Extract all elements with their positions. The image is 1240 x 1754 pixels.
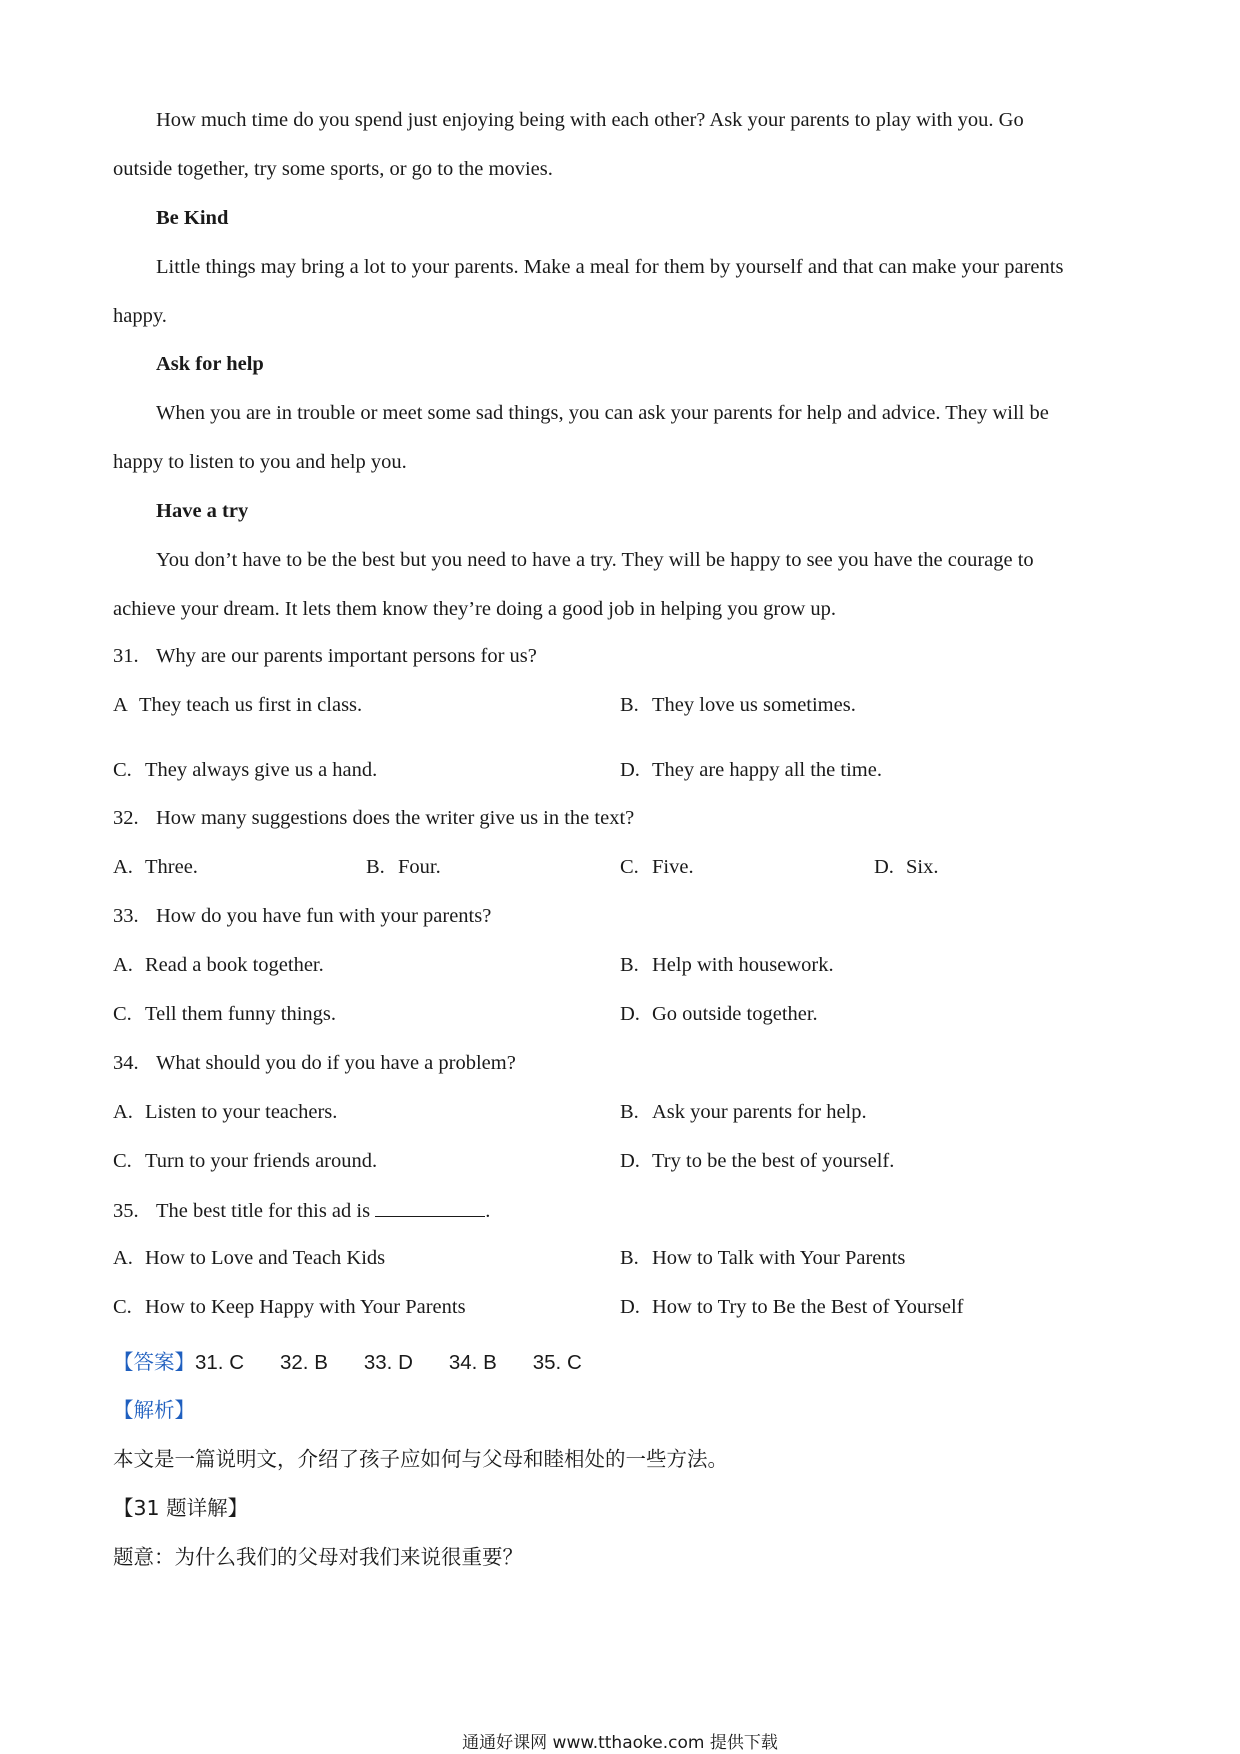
option-letter: D. xyxy=(620,759,640,781)
question-number: 31. xyxy=(113,645,139,667)
option-text: Listen to your teachers. xyxy=(145,1101,338,1123)
question-number: 35. xyxy=(113,1200,139,1222)
passage-line: outside together, try some sports, or go to the movies. xyxy=(113,158,553,180)
option-32-a xyxy=(113,856,198,879)
question-text: How many suggestions does the writer give us in the text? xyxy=(156,807,635,829)
option-text: Go outside together. xyxy=(652,1003,818,1025)
question-31 xyxy=(113,645,537,668)
option-text: Help with housework. xyxy=(652,954,834,976)
question-34 xyxy=(113,1052,516,1075)
option-34-b xyxy=(620,1101,867,1124)
question-text: Why are our parents important persons for us? xyxy=(156,645,537,667)
section-heading-ask-for-help: Ask for help xyxy=(156,353,264,375)
passage-line: achieve your dream. It lets them know they’re doing a good job in helping you grow up. xyxy=(113,598,837,620)
question-number: 33. xyxy=(113,905,139,927)
option-34-a xyxy=(113,1101,337,1124)
answer-item: 31. C xyxy=(195,1351,244,1374)
analysis-summary: 本文是一篇说明文，介绍了孩子应如何与父母和睦相处的一些方法。 xyxy=(113,1447,728,1471)
option-letter: A. xyxy=(113,954,133,976)
option-35-a xyxy=(113,1247,385,1270)
answer-label: 【答案】 xyxy=(113,1350,195,1374)
option-34-c xyxy=(113,1150,377,1173)
option-letter: C. xyxy=(620,856,639,878)
option-text: They teach us first in class. xyxy=(139,694,363,716)
question-text: The best title for this ad is xyxy=(156,1200,371,1222)
option-text: Turn to your friends around. xyxy=(145,1150,378,1172)
option-32-d xyxy=(874,856,938,879)
option-31-d xyxy=(620,759,882,782)
option-33-c xyxy=(113,1003,336,1026)
option-32-b xyxy=(366,856,441,879)
option-letter: B. xyxy=(620,954,639,976)
option-letter: A xyxy=(113,694,128,716)
option-letter: B. xyxy=(620,1247,639,1269)
option-text: How to Talk with Your Parents xyxy=(652,1247,906,1269)
option-text: Tell them funny things. xyxy=(145,1003,337,1025)
question-31-meaning: 题意：为什么我们的父母对我们来说很重要？ xyxy=(113,1545,523,1569)
question-number: 34. xyxy=(113,1052,139,1074)
question-33 xyxy=(113,905,491,928)
option-35-b xyxy=(620,1247,905,1270)
option-letter: A. xyxy=(113,856,133,878)
question-text: How do you have fun with your parents? xyxy=(156,905,492,927)
answer-item: 32. B xyxy=(280,1351,328,1374)
option-34-d xyxy=(620,1150,894,1173)
option-text: Try to be the best of yourself. xyxy=(652,1150,895,1172)
option-text: How to Love and Teach Kids xyxy=(145,1247,386,1269)
option-35-d xyxy=(620,1296,964,1319)
option-31-c xyxy=(113,759,377,782)
question-text-end: . xyxy=(485,1200,491,1222)
option-text: They always give us a hand. xyxy=(145,759,378,781)
option-text: Five. xyxy=(652,856,694,878)
passage-line: How much time do you spend just enjoying being with each other? Ask your parents to play with you. Go xyxy=(156,109,1024,131)
passage-line: happy. xyxy=(113,305,167,327)
section-heading-have-a-try: Have a try xyxy=(156,500,249,522)
option-letter: B. xyxy=(366,856,385,878)
option-letter: D. xyxy=(620,1150,640,1172)
option-text: Three. xyxy=(145,856,198,878)
answer-blank xyxy=(375,1198,485,1217)
question-32 xyxy=(113,807,634,830)
option-letter: C. xyxy=(113,759,132,781)
option-text: Read a book together. xyxy=(145,954,324,976)
option-33-b xyxy=(620,954,834,977)
passage-line: When you are in trouble or meet some sad things, you can ask your parents for help and advice. They will be xyxy=(156,402,1049,424)
section-heading-be-kind: Be Kind xyxy=(156,207,229,229)
option-text: How to Try to Be the Best of Yourself xyxy=(652,1296,964,1318)
option-35-c xyxy=(113,1296,466,1319)
question-number: 32. xyxy=(113,807,139,829)
option-letter: A. xyxy=(113,1101,133,1123)
answer-line xyxy=(113,1345,618,1375)
passage-line: happy to listen to you and help you. xyxy=(113,451,407,473)
analysis-label: 【解析】 xyxy=(113,1398,195,1422)
answer-item: 35. C xyxy=(532,1351,582,1374)
option-text: Six. xyxy=(906,856,939,878)
option-letter: B. xyxy=(620,1101,639,1123)
option-letter: D. xyxy=(620,1003,640,1025)
option-31-b xyxy=(620,694,856,717)
option-letter: C. xyxy=(113,1150,132,1172)
option-letter: C. xyxy=(113,1296,132,1318)
option-text: They love us sometimes. xyxy=(652,694,856,716)
option-text: They are happy all the time. xyxy=(652,759,882,781)
option-33-d xyxy=(620,1003,818,1026)
option-text: Ask your parents for help. xyxy=(652,1101,867,1123)
option-text: Four. xyxy=(398,856,441,878)
passage-line: Little things may bring a lot to your parents. Make a meal for them by yourself and that can make your parents xyxy=(156,256,1064,278)
option-32-c xyxy=(620,856,694,879)
option-31-a xyxy=(113,694,362,717)
answer-item: 34. B xyxy=(448,1351,497,1374)
answer-item: 33. D xyxy=(363,1351,413,1374)
option-text: How to Keep Happy with Your Parents xyxy=(145,1296,466,1318)
option-letter: C. xyxy=(113,1003,132,1025)
page-footer-watermark: 通通好课网 www.tthaoke.com 提供下载 xyxy=(462,1733,778,1753)
question-31-detail-label: 【31 题详解】 xyxy=(113,1496,249,1520)
option-letter: B. xyxy=(620,694,639,716)
option-letter: D. xyxy=(620,1296,640,1318)
option-letter: A. xyxy=(113,1247,133,1269)
option-letter: D. xyxy=(874,856,894,878)
question-text: What should you do if you have a problem? xyxy=(156,1052,516,1074)
question-35 xyxy=(113,1198,490,1223)
option-33-a xyxy=(113,954,324,977)
passage-line: You don’t have to be the best but you need to have a try. They will be happy to see you have the courage to xyxy=(156,549,1034,571)
